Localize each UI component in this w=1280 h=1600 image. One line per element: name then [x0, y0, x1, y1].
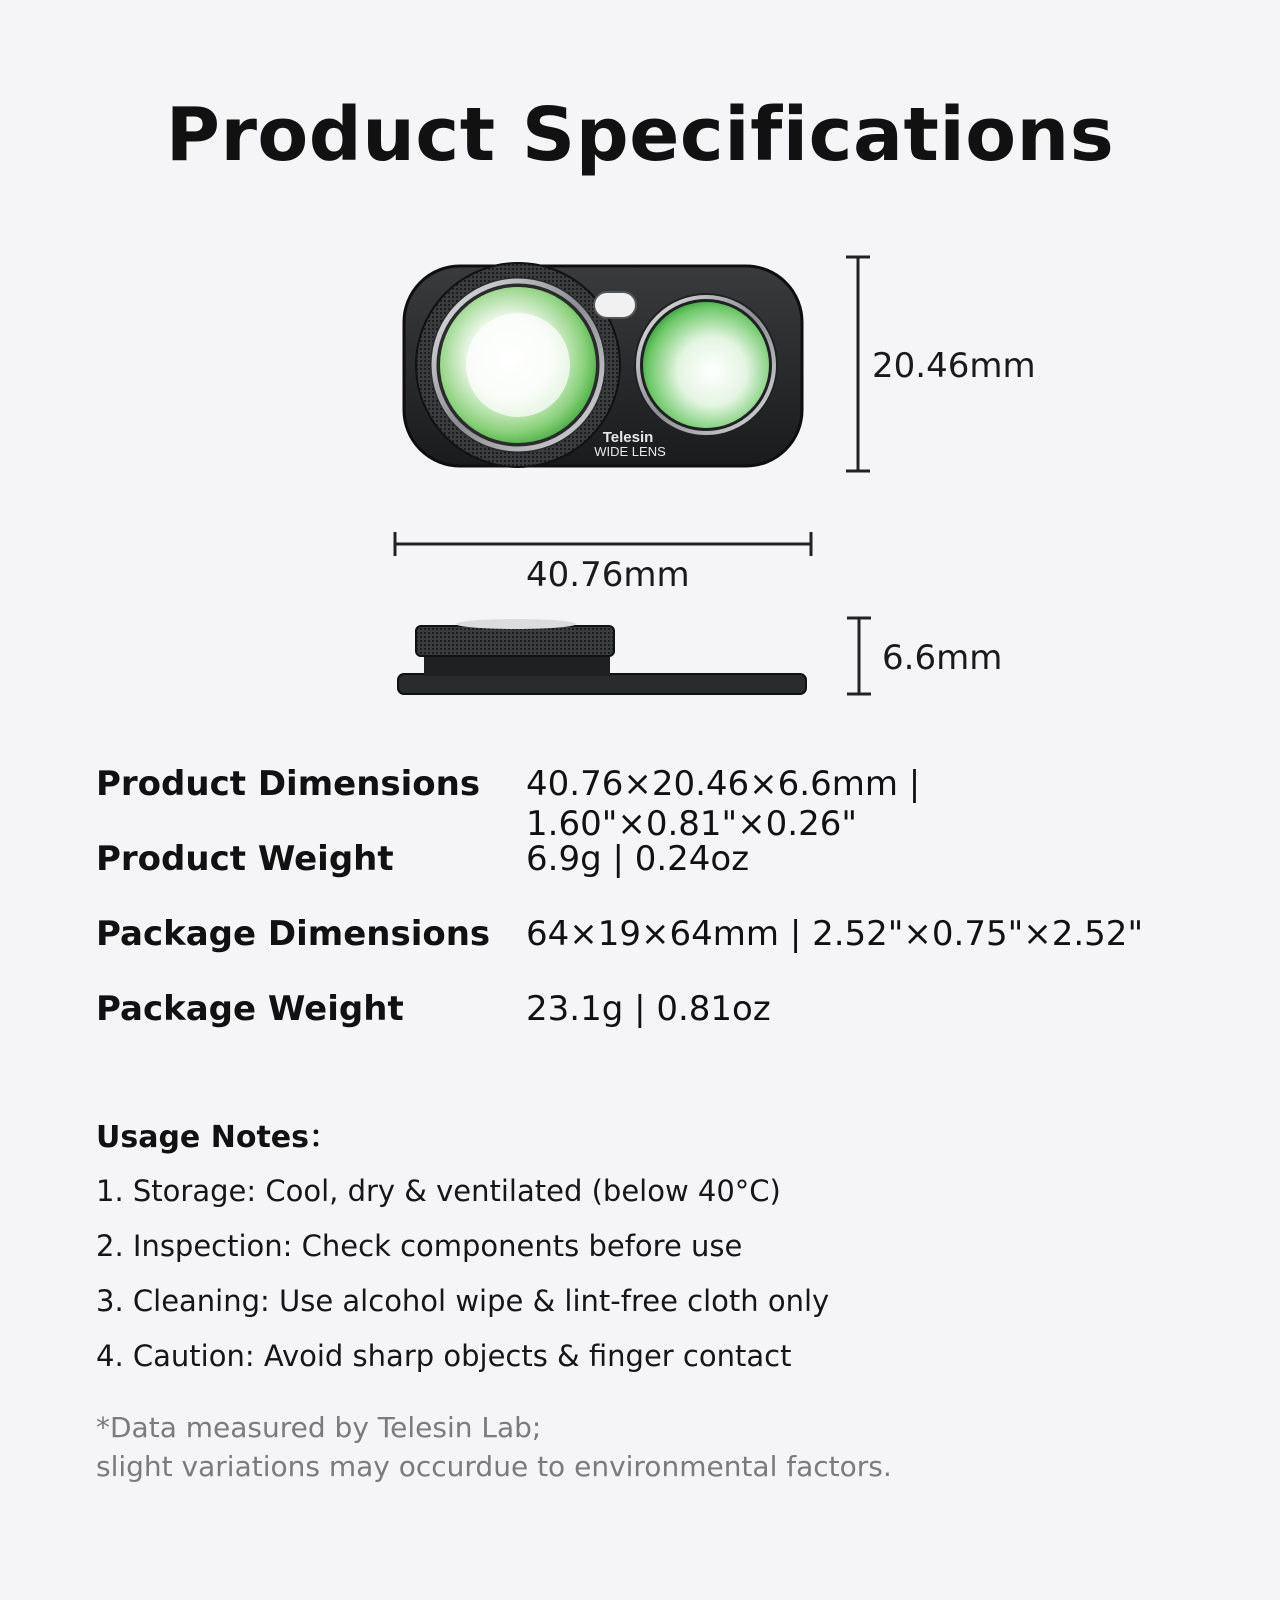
lens-side-view — [398, 619, 806, 694]
spec-row — [96, 764, 1246, 844]
usage-note-item: 1. Storage: Cool, dry & ventilated (below 40°C) — [96, 1174, 781, 1208]
footnote-line: *Data measured by Telesin Lab; — [96, 1411, 542, 1444]
height-dimension-line — [846, 257, 870, 471]
product-text: WIDE LENS — [594, 444, 666, 459]
product-illustration — [0, 0, 1280, 720]
spec-value: 6.9g | 0.24oz — [526, 839, 750, 879]
usage-note-item: 3. Cleaning: Use alcohol wipe & lint-free cloth only — [96, 1284, 830, 1318]
spec-row — [96, 914, 1246, 989]
height-label: 20.46mm — [872, 346, 1036, 386]
usage-note-item: 2. Inspection: Check components before use — [96, 1229, 743, 1263]
usage-notes-title: Usage Notes： — [96, 1120, 339, 1155]
spec-row — [96, 839, 1246, 914]
specs-table — [96, 764, 1246, 1064]
spec-value: 40.76×20.46×6.6mm | 1.60"×0.81"×0.26" — [526, 764, 921, 844]
spec-value: 23.1g | 0.81oz — [526, 989, 771, 1029]
width-dimension-line — [395, 532, 811, 556]
width-label: 40.76mm — [526, 555, 690, 595]
footnote — [96, 1408, 892, 1486]
usage-notes — [96, 1112, 1196, 1394]
spec-row — [96, 989, 1246, 1064]
page-title: Product Specifications — [165, 92, 1115, 178]
usage-note-item: 4. Caution: Avoid sharp objects & finger contact — [96, 1339, 792, 1373]
spec-label: Product Dimensions — [96, 764, 481, 804]
thickness-label: 6.6mm — [882, 638, 1003, 678]
spec-value: 64×19×64mm | 2.52"×0.75"×2.52" — [526, 914, 1144, 954]
spec-label: Product Weight — [96, 839, 394, 879]
spec-label: Package Dimensions — [96, 914, 491, 954]
spec-label: Package Weight — [96, 989, 404, 1029]
thickness-dimension-line — [847, 618, 871, 694]
brand-text: Telesin — [602, 429, 654, 446]
footnote-line: slight variations may occurdue to environmental factors. — [96, 1450, 892, 1483]
